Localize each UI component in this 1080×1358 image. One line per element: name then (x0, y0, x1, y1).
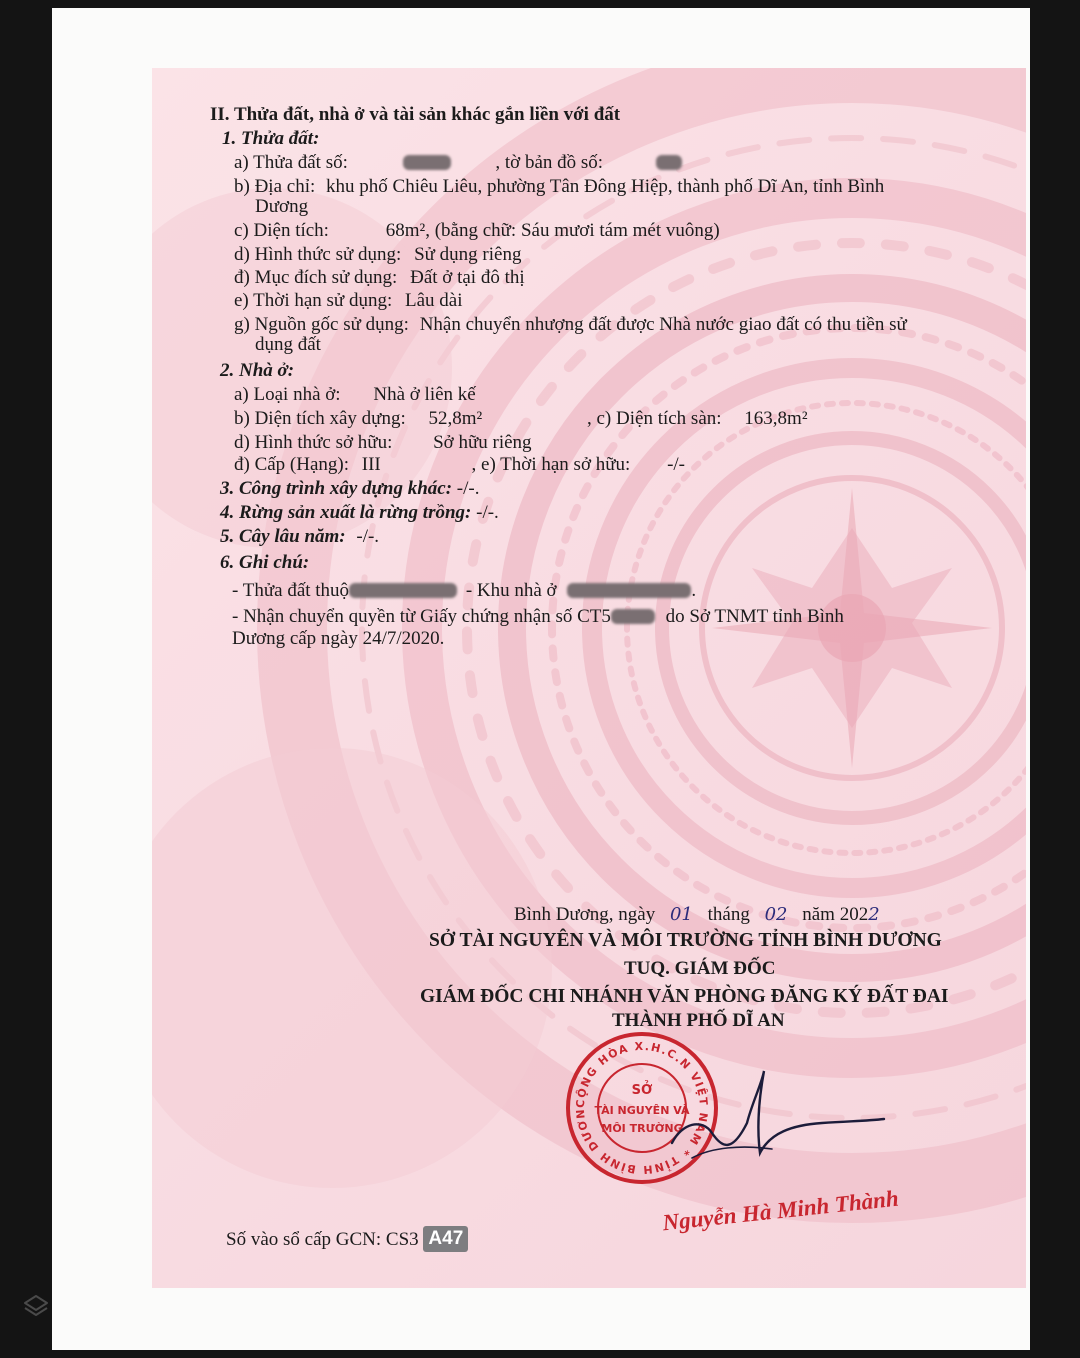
use-form-row (234, 244, 521, 266)
redacted-parcel-number (403, 155, 451, 170)
forest-row (220, 502, 499, 524)
register-number-row (226, 1226, 468, 1252)
trees-value: -/-. (356, 526, 380, 547)
authority-line2: TUQ. GIÁM ĐỐC (624, 958, 776, 979)
purpose-label: đ) Mục đích sử dụng: (234, 267, 398, 288)
trees-heading: 5. Cây lâu năm: (220, 526, 346, 547)
origin-row (234, 314, 907, 336)
trees-row (220, 526, 379, 548)
house-type-value: Nhà ở liên kế (373, 384, 476, 405)
grade-label: đ) Cấp (Hạng): (234, 454, 350, 475)
area-value: 68m², (bằng chữ: Sáu mươi tám mét vuông) (385, 220, 720, 241)
authority-line4: THÀNH PHỐ DĨ AN (612, 1010, 785, 1031)
redacted-note-1 (349, 583, 457, 598)
register-number-badge: A47 (423, 1226, 468, 1252)
parcel-number-label: a) Thửa đất số: (234, 152, 348, 173)
floor-area-label: , c) Diện tích sàn: (587, 408, 722, 429)
seal-ring-text: CỘNG HÒA X.H.C.N VIỆT NAM * TỈNH BÌNH DƯƠN (573, 1039, 711, 1177)
notes-line3: Dương cấp ngày 24/7/2020. (232, 628, 445, 649)
forest-value: -/-. (476, 502, 499, 523)
house-type-label: a) Loại nhà ở: (234, 384, 341, 405)
signature-icon (652, 1063, 892, 1183)
land-heading: 1. Thửa đất: (222, 128, 320, 149)
use-form-value: Sử dụng riêng (414, 244, 522, 265)
build-area-value: 52,8m² (428, 408, 483, 429)
issue-day: 01 (669, 904, 693, 925)
address-value-line1: khu phố Chiêu Liêu, phường Tân Đông Hiệp, thành phố Dĩ An, tỉnh Bình (326, 176, 885, 197)
notes-line1-a: - Thửa đất thuộ (232, 580, 350, 601)
section-title: II. Thửa đất, nhà ở và tài sản khác gắn liền với đất (210, 104, 621, 125)
redacted-certificate-number (611, 609, 655, 624)
notes-line2-a: - Nhận chuyển quyền từ Giấy chứng nhận số CT5 (232, 606, 611, 627)
ownership-row (234, 432, 532, 454)
ownership-value: Sở hữu riêng (433, 432, 532, 453)
notes-heading: 6. Ghi chú: (220, 552, 310, 573)
use-form-label: d) Hình thức sử dụng: (234, 244, 402, 265)
issue-place-date (514, 904, 880, 926)
document-sheet (52, 8, 1030, 1350)
address-label: b) Địa chỉ: (234, 176, 316, 197)
parcel-number-row (234, 152, 682, 174)
notes-line1-c: . (691, 580, 697, 601)
issue-year-label: năm 202 (802, 904, 869, 925)
layers-icon[interactable] (22, 1292, 50, 1320)
purpose-row (234, 267, 525, 289)
house-type-row (234, 384, 476, 406)
origin-value-line1: Nhận chuyển nhượng đất được Nhà nước giao đất có thu tiền sử (419, 314, 907, 335)
register-number-label: Số vào sổ cấp GCN: CS3 (226, 1229, 419, 1250)
origin-label: g) Nguồn gốc sử dụng: (234, 314, 409, 335)
purpose-value: Đất ở tại đô thị (410, 267, 525, 288)
ownership-term-label: , e) Thời hạn sở hữu: (471, 454, 631, 475)
term-value: Lâu dài (405, 290, 463, 311)
grade-value: III (361, 454, 381, 475)
term-label: e) Thời hạn sử dụng: (234, 290, 393, 311)
other-works-value: -/-. (456, 478, 480, 499)
ownership-term-value: -/- (667, 454, 686, 475)
issue-month-label: tháng (707, 904, 750, 925)
address-value-line2: Dương (255, 196, 309, 217)
seal-center-line3: MÔI TRƯỜNG (601, 1122, 683, 1135)
build-area-label: b) Diện tích xây dựng: (234, 408, 406, 429)
redacted-note-2 (567, 583, 691, 598)
ownership-label: d) Hình thức sở hữu: (234, 432, 393, 453)
authority-line3: GIÁM ĐỐC CHI NHÁNH VĂN PHÒNG ĐĂNG KÝ ĐẤT ĐAI (420, 986, 949, 1007)
notes-line1-b: - Khu nhà ở (465, 580, 557, 601)
notes-line1 (232, 580, 696, 602)
issue-year-digit: 2 (868, 904, 880, 925)
notes-line2-b: do Sở TNMT tỉnh Bình (665, 606, 844, 627)
issue-month: 02 (764, 904, 788, 925)
area-row (234, 220, 720, 242)
other-works-heading: 3. Công trình xây dựng khác: (220, 478, 453, 499)
grade-row (234, 454, 685, 476)
certificate-page (152, 68, 1026, 1288)
map-sheet-label: , tờ bản đồ số: (495, 152, 604, 173)
build-area-row (234, 408, 808, 430)
signer-name: Nguyễn Hà Minh Thành (661, 1185, 900, 1236)
area-label: c) Diện tích: (234, 220, 329, 241)
seal-center-line1: SỞ (631, 1083, 653, 1098)
seal-center-line2: TÀI NGUYÊN VÀ (594, 1104, 690, 1117)
notes-line2 (232, 606, 844, 628)
other-works-row (220, 478, 479, 500)
authority-line1: SỞ TÀI NGUYÊN VÀ MÔI TRƯỜNG TỈNH BÌNH DƯƠNG (429, 930, 942, 951)
redacted-map-number (656, 155, 682, 170)
house-heading: 2. Nhà ở: (220, 360, 295, 381)
forest-heading: 4. Rừng sản xuất là rừng trồng: (220, 502, 472, 523)
floor-area-value: 163,8m² (744, 408, 808, 429)
address-row (234, 176, 884, 198)
issue-place-date-label: Bình Dương, ngày (514, 904, 656, 925)
origin-value-line2: dụng đất (255, 334, 321, 355)
term-row (234, 290, 463, 312)
